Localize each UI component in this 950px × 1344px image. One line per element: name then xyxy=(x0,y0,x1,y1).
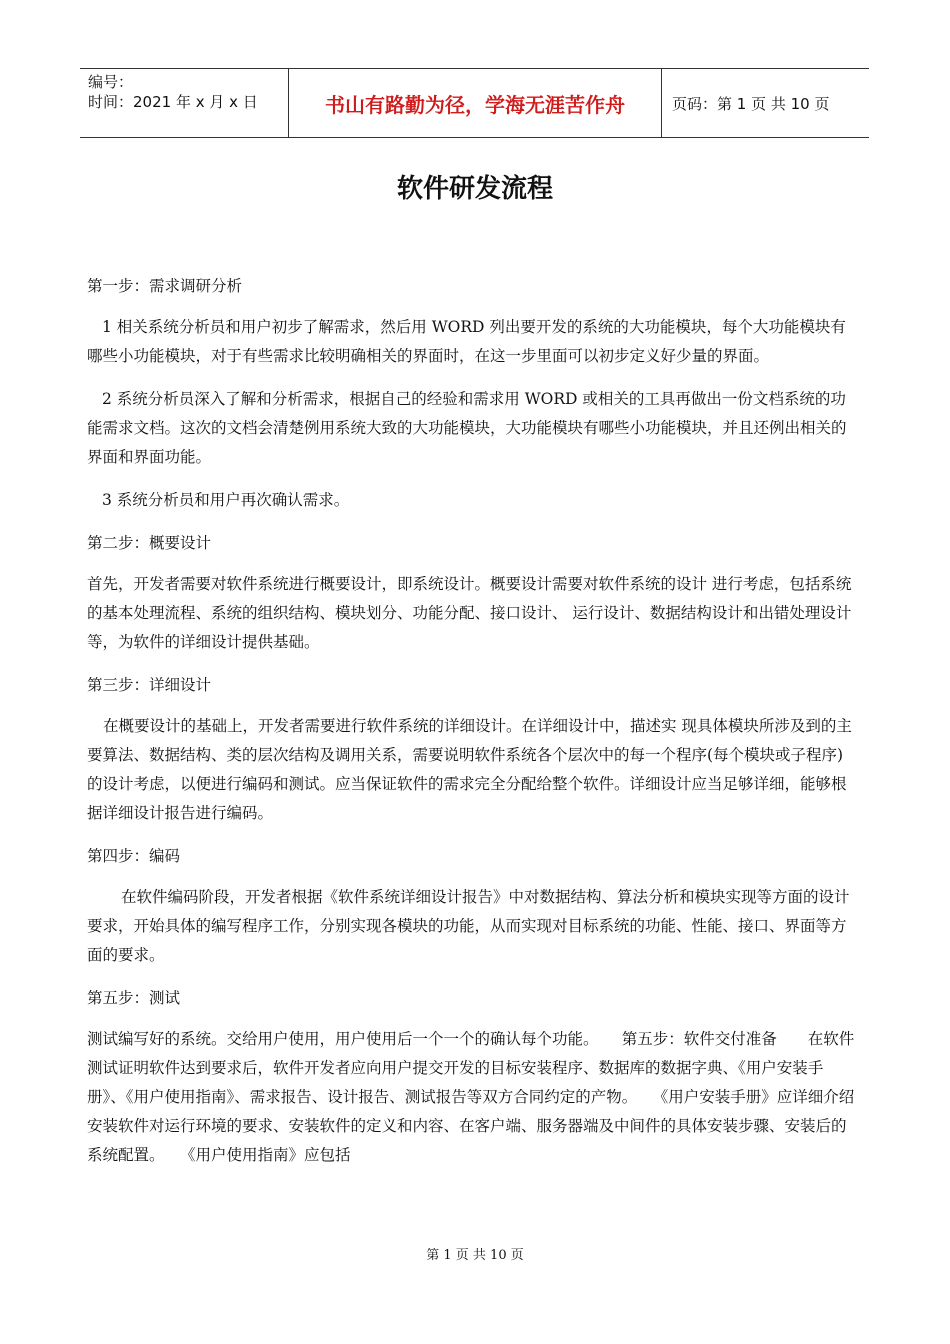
step1-paragraph-1: 1 相关系统分析员和用户初步了解需求，然后用 WORD 列出要开发的系统的大功能模块，每个大功能模块有哪些小功能模块，对于有些需求比较明确相关的界面时，在这一步里面可以初步定义好少量的界面。 xyxy=(87,318,846,365)
step4-paragraph: 在软件编码阶段，开发者根据《软件系统详细设计报告》中对数据结构、算法分析和模块实现等方面的设计要求，开始具体的编写程序工作，分别实现各模块的功能，从而实现对目标系统的功能、性能、接口、界面等方面的要求。 xyxy=(87,888,850,964)
header-page-label: 页码：第 1 页 共 10 页 xyxy=(672,94,830,113)
step1-heading: 第一步：需求调研分析 xyxy=(87,277,243,295)
document-body xyxy=(87,272,857,1184)
header-meta xyxy=(80,69,289,137)
document-number-label: 编号： xyxy=(88,73,134,91)
step5-paragraph: 测试编写好的系统。交给用户使用，用户使用后一个一个的确认每个功能。 第五步：软件交付准备 在软件测试证明软件达到要求后，软件开发者应向用户提交开发的目标安装程序、数据库的数据字典、《用户安装手册》、《用户使用指南》、需求报告、设计报告、测试报告等双方合同约定的产物。 《用户安装手册》应详细介绍安装软件对运行环境的要求、安装软件的定义和内容、在客户端、服务器端及中间件的具体安装步骤、安装后的系统配置。 《用户使用指南》应包括 xyxy=(87,1030,855,1164)
page-footer: 第 1 页 共 10 页 xyxy=(426,1248,524,1263)
step2-heading: 第二步：概要设计 xyxy=(87,534,212,552)
header-motto: 书山有路勤为径，学海无涯苦作舟 xyxy=(289,69,662,137)
step1-paragraph-2: 2 系统分析员深入了解和分析需求，根据自己的经验和需求用 WORD 或相关的工具再做出一份文档系统的功能需求文档。这次的文档会清楚例用系统大致的大功能模块，大功能模块有哪些小功能模块，并且还例出相关的界面和界面功能。 xyxy=(87,390,847,466)
step1-paragraph-3: 3 系统分析员和用户再次确认需求。 xyxy=(102,491,350,509)
step5-heading: 第五步：测试 xyxy=(87,989,181,1007)
document-title: 软件研发流程 xyxy=(396,174,553,204)
step3-paragraph: 在概要设计的基础上，开发者需要进行软件系统的详细设计。在详细设计中，描述实 现具体模块所涉及到的主要算法、数据结构、类的层次结构及调用关系，需要说明软件系统各个层次中的每一个程序(每个模块或子程序)的设计考虑，以便进行编码和测试。应当保证软件的需求完全分配给整个软件。详细设计应当足够详细，能够根据详细设计报告进行编码。 xyxy=(87,717,852,822)
step2-paragraph: 首先，开发者需要对软件系统进行概要设计，即系统设计。概要设计需要对软件系统的设计 进行考虑，包括系统的基本处理流程、系统的组织结构、模块划分、功能分配、接口设计、 运行设计、数据结构设计和出错处理设计等，为软件的详细设计提供基础。 xyxy=(87,575,852,651)
step3-heading: 第三步：详细设计 xyxy=(87,676,212,694)
document-time-label: 时间：2021 年 x 月 x 日 xyxy=(88,93,258,111)
step4-heading: 第四步：编码 xyxy=(87,847,181,865)
document-header xyxy=(80,68,869,138)
